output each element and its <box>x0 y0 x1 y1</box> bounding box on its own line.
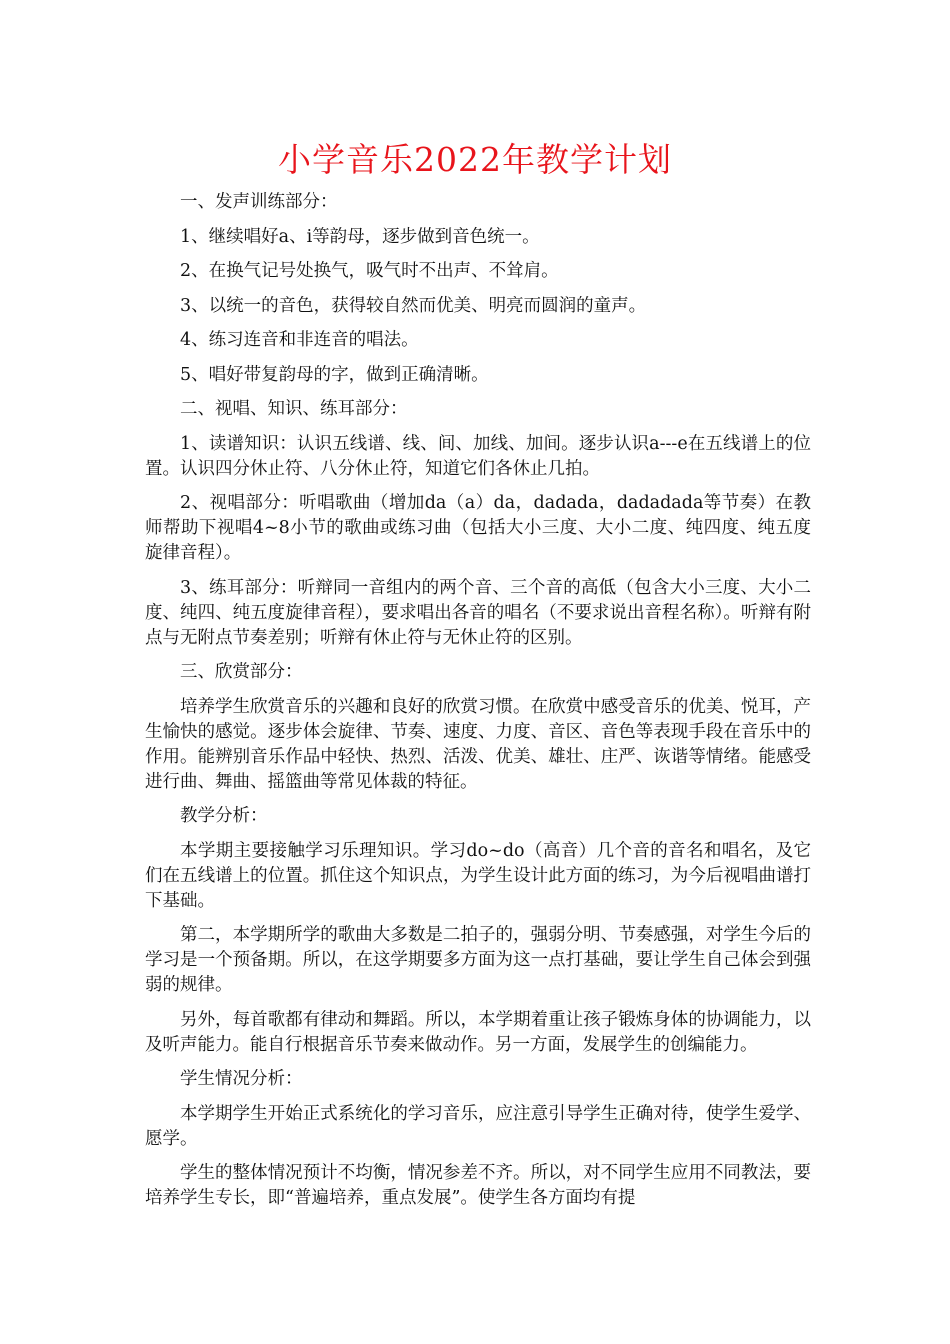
document-body <box>145 190 811 1221</box>
paragraph: 5、唱好带复韵母的字，做到正确清晰。 <box>180 364 489 385</box>
paragraph: 4、练习连音和非连音的唱法。 <box>180 330 419 350</box>
document-title: 小学音乐2022年教学计划 <box>278 140 672 179</box>
paragraph: 本学期学生开始正式系统化的学习音乐，应注意引导学生正确对待，使学生爱学、愿学。 <box>145 1103 811 1149</box>
paragraph: 三、欣赏部分： <box>180 662 303 682</box>
paragraph: 本学期主要接触学习乐理知识。学习do~do（高音）几个音的音名和唱名，及它们在五线谱上的位置。抓住这个知识点，为学生设计此方面的练习，为今后视唱曲谱打下基础。 <box>145 840 811 911</box>
paragraph: 一、发声训练部分： <box>180 192 338 212</box>
paragraph: 学生的整体情况预计不均衡，情况参差不齐。所以，对不同学生应用不同教法，要培养学生专长，即“普遍培养，重点发展”。使学生各方面均有提 <box>145 1163 811 1208</box>
paragraph: 教学分析： <box>180 806 268 826</box>
paragraph: 二、视唱、知识、练耳部分： <box>180 399 408 419</box>
paragraph: 2、视唱部分：听唱歌曲（增加da（a）da，dadada，dadadada等节奏）在教师帮助下视唱4~8小节的歌曲或练习曲（包括大小三度、大小二度、纯四度、纯五度旋律音程）。 <box>145 493 811 563</box>
paragraph: 培养学生欣赏音乐的兴趣和良好的欣赏习惯。在欣赏中感受音乐的优美、悦耳，产生愉快的感觉。逐步体会旋律、节奏、速度、力度、音区、音色等表现手段在音乐中的作用。能辨别音乐作品中轻快、热烈、活泼、优美、雄壮、庄严、诙谐等情绪。能感受进行曲、舞曲、摇篮曲等常见体裁的特征。 <box>145 696 811 792</box>
paragraph: 另外，每首歌都有律动和舞蹈。所以，本学期着重让孩子锻炼身体的协调能力，以及听声能力。能自行根据音乐节奏来做动作。另一方面，发展学生的创编能力。 <box>145 1009 811 1055</box>
paragraph: 2、在换气记号处换气，吸气时不出声、不耸肩。 <box>180 261 559 281</box>
paragraph: 1、继续唱好a、i等韵母，逐步做到音色统一。 <box>180 226 540 247</box>
paragraph: 3、练耳部分：听辩同一音组内的两个音、三个音的高低（包含大小三度、大小二度、纯四、纯五度旋律音程），要求唱出各音的唱名（不要求说出音程名称）。听辩有附点与无附点节奏差别；听辩有休止符与无休止符的区别。 <box>145 577 811 648</box>
paragraph: 1、读谱知识：认识五线谱、线、间、加线、加间。逐步认识a---e在五线谱上的位置。认识四分休止符、八分休止符，知道它们各休止几拍。 <box>145 433 811 479</box>
paragraph: 3、以统一的音色，获得较自然而优美、明亮而圆润的童声。 <box>180 295 647 316</box>
paragraph: 第二，本学期所学的歌曲大多数是二拍子的，强弱分明、节奏感强，对学生今后的学习是一个预备期。所以，在这学期要多方面为这一点打基础，要让学生自己体会到强弱的规律。 <box>145 925 811 995</box>
paragraph: 学生情况分析： <box>180 1069 303 1089</box>
